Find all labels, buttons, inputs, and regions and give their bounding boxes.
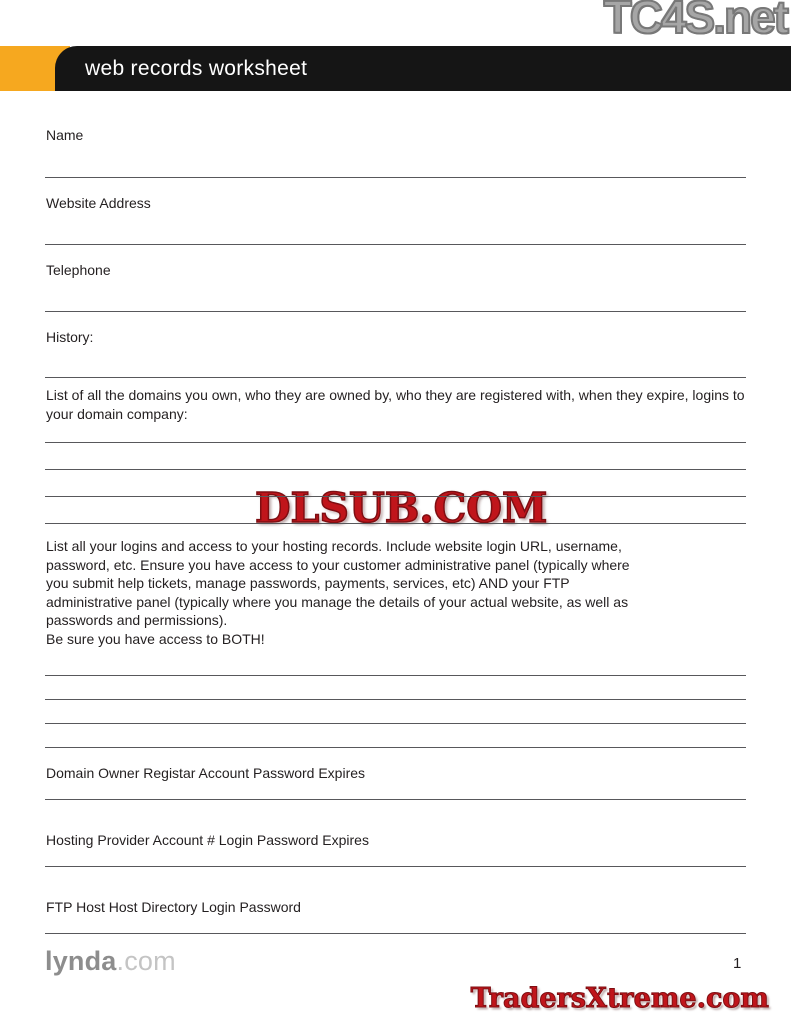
- write-in-line: [45, 675, 746, 676]
- watermark-dlsub: DLSUB.COM: [255, 484, 548, 532]
- domains-prompt: List of all the domains you own, who they are owned by, who they are registered with, when they expire, logins to your domain company:: [46, 387, 745, 422]
- write-in-line: [45, 311, 746, 312]
- field-label-ftp-host: FTP Host Host Directory Login Password: [46, 899, 301, 915]
- hosting-prompt-note: Be sure you have access to BOTH!: [46, 631, 265, 647]
- hosting-prompt: List all your logins and access to your hosting records. Include website login URL, username, password, etc. Ensure you have access to your customer administrative panel (typically where you submit help tickets, manage passwords, payments, services, etc) AND your FTP administrative panel (typically where you manage the details of your actual website, as well as passwords and permissions).: [46, 538, 630, 628]
- write-in-line: [45, 699, 746, 700]
- write-in-line: [45, 723, 746, 724]
- write-in-line: [45, 377, 746, 378]
- field-label-telephone: Telephone: [46, 262, 111, 278]
- watermark-tradersxtreme: TradersXtreme.com: [470, 983, 769, 1014]
- field-label-history: History:: [46, 329, 94, 345]
- watermark-tc4s: TC4S.net: [603, 0, 787, 43]
- write-in-line: [45, 442, 746, 443]
- page-title: web records worksheet: [85, 57, 308, 80]
- field-label-website-address: Website Address: [46, 195, 151, 211]
- write-in-line: [45, 523, 746, 524]
- field-label-hosting-provider: Hosting Provider Account # Login Password Expires: [46, 832, 369, 848]
- write-in-line: [45, 933, 746, 934]
- lynda-logo-secondary: .com: [116, 946, 176, 976]
- lynda-logo-primary: lynda: [45, 946, 117, 976]
- write-in-line: [45, 866, 746, 867]
- field-label-name: Name: [46, 127, 84, 143]
- write-in-line: [45, 747, 746, 748]
- header-bar: [55, 46, 791, 91]
- write-in-line: [45, 799, 746, 800]
- field-label-domain-owner-registar: Domain Owner Registar Account Password Expires: [46, 765, 366, 781]
- lynda-logo: [45, 946, 176, 977]
- write-in-line: [45, 244, 746, 245]
- write-in-line: [45, 496, 746, 497]
- write-in-line: [45, 177, 746, 178]
- page-number: 1: [733, 955, 742, 972]
- write-in-line: [45, 469, 746, 470]
